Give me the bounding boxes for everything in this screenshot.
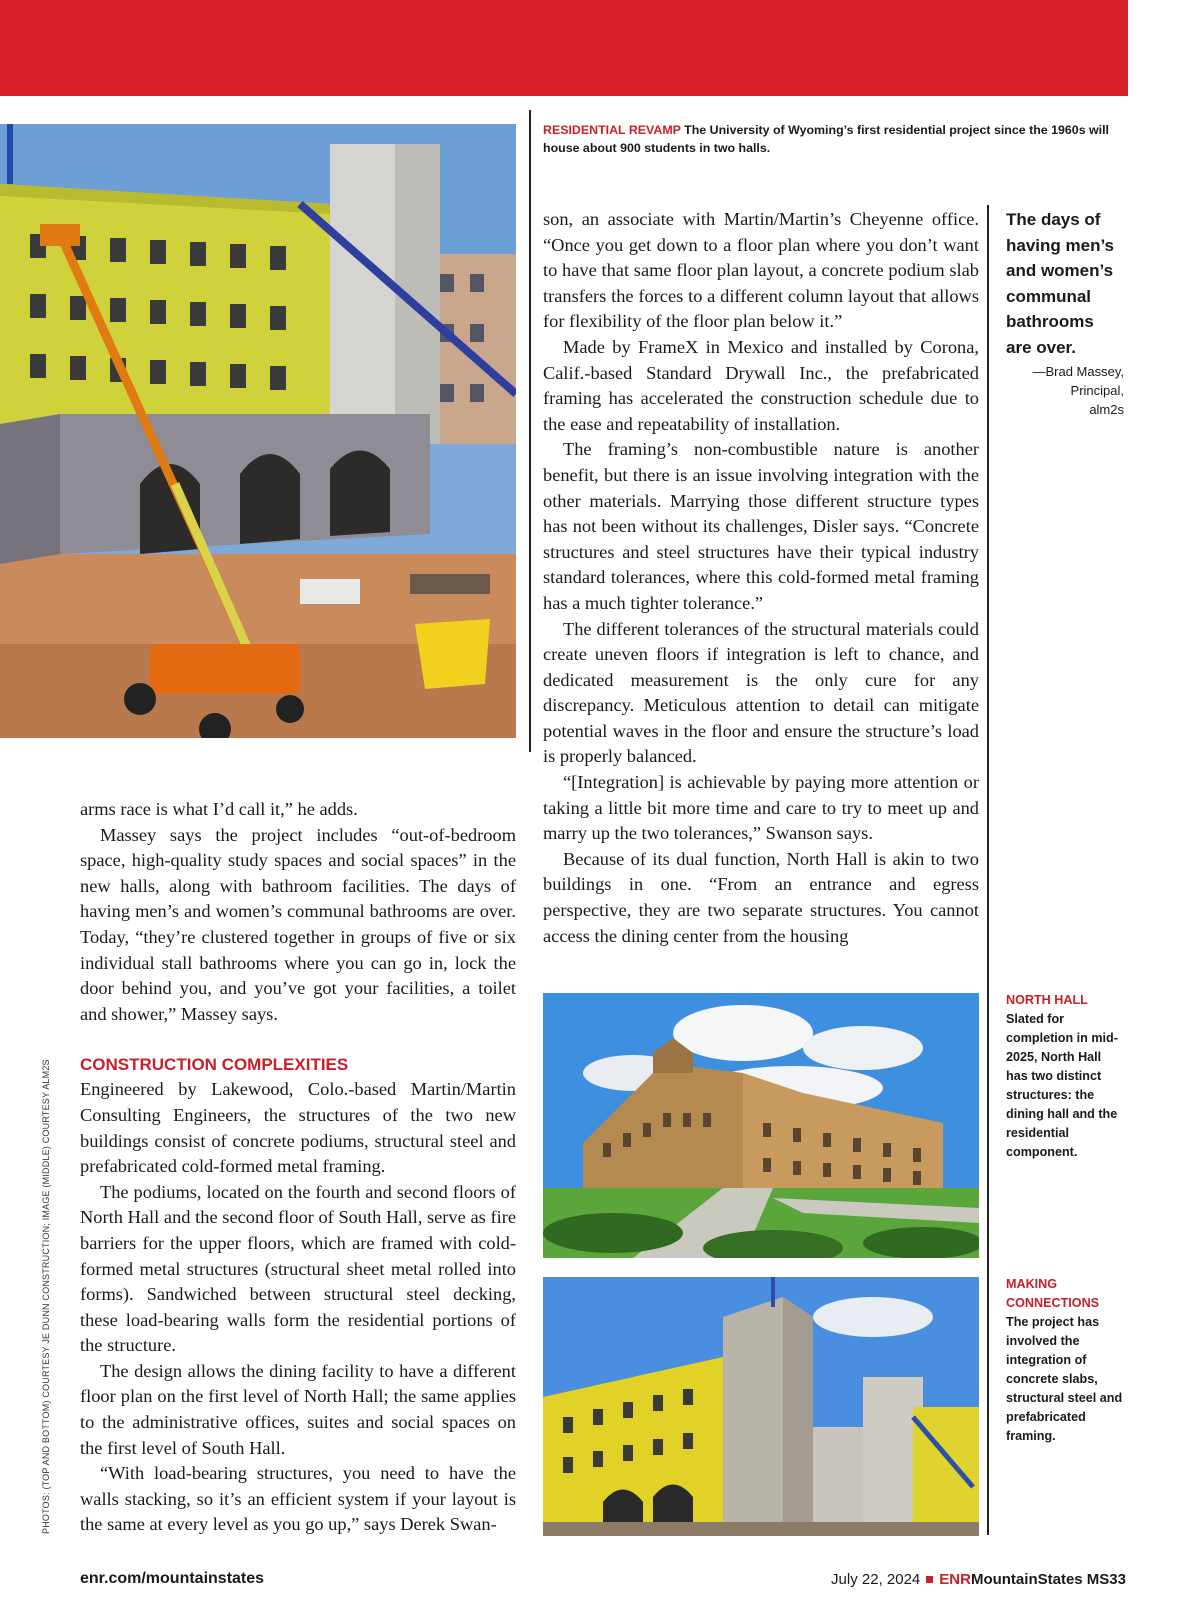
- footer-page-number: MS33: [1082, 1571, 1126, 1588]
- column-divider-right: [987, 205, 989, 1535]
- paragraph: Engineered by Lakewood, Colo.-based Martin/Martin Consulting Engineers, the structures of the two new buildings consist of concrete podiums, structural steel and prefabricated cold-formed metal framing.: [80, 1079, 516, 1177]
- paragraph: son, an associate with Martin/Martin’s Cheyenne office. “Once you get down to a floor plan where you don’t want to have that same floor plan layout, a concrete podium slab transfers the forces to a different column layout that allows for flexibility of the floor plan below it.”: [543, 209, 979, 332]
- top-caption-text: The University of Wyoming’s first residential project since the 1960s will house about 900 students in two halls.: [543, 123, 1109, 155]
- footer-date: July 22, 2024: [831, 1571, 921, 1588]
- paragraph: The podiums, located on the fourth and second floors of North Hall and the second floor of South Hall, serve as fire barriers for the upper floors, which are framed with cold-formed metal structures (structural sheet metal rolled into forms). Sandwiched between structural steel decking, these load-bearing walls form the residential portions of the structure.: [80, 1181, 516, 1356]
- paragraph: The framing’s non-combustible nature is another benefit, but there is an issue involving integration with the other materials. Marrying those different structure types has not been without its challenges, Disler says. “Concrete structures and steel structures have their typical industry standard tolerances, where this cold-formed metal framing has a much tighter tolerance.”: [543, 439, 979, 613]
- photo-credit: PHOTOS: (TOP AND BOTTOM) COURTESY JE DUNN CONSTRUCTION; IMAGE (MIDDLE) COURTESY ALM2S: [41, 1059, 51, 1534]
- footer-url: enr.com/mountainstates: [80, 1570, 265, 1587]
- paragraph: The different tolerances of the structural materials could create uneven floors if integration is left to chance, and dedicated measurement is the only cure for any discrepancy. Meticulous attention to detail can mitigate potential waves in the floor and ensure the structure’s load is properly balanced.: [543, 618, 979, 767]
- pull-quote-attribution-name: —Brad Massey,: [1032, 364, 1124, 379]
- paragraph: Because of its dual function, North Hall is akin to two buildings in one. “From an entrance and egress perspective, they are two separate structures. You cannot access the dining center from the housing: [543, 848, 979, 946]
- top-construction-photo: [0, 124, 516, 738]
- pull-quote: [1006, 207, 1124, 419]
- pull-quote-text: The days of having men’s and women’s communal bathrooms are over.: [1006, 210, 1115, 357]
- pull-quote-attribution-org: alm2s: [1089, 402, 1124, 417]
- north-hall-rendering: [543, 993, 979, 1258]
- pull-quote-attribution-title: Principal,: [1070, 383, 1124, 398]
- header-red-bar: [0, 0, 1128, 96]
- paragraph: Massey says the project includes “out-of-bedroom space, high-quality study spaces and social spaces” in the new halls, along with bathroom facilities. The days of having men’s and women’s communal bathrooms are over. Today, “they’re clustered together in groups of five or six individual stall bathrooms where you can go in, lock the door behind you, and you’ve got your facilities, a toilet and shower,” Massey says.: [80, 824, 516, 1024]
- footer-folio: [831, 1571, 1126, 1588]
- connections-caption: [1006, 1275, 1124, 1446]
- square-bullet-icon: [926, 1576, 933, 1583]
- paragraph: “[Integration] is achievable by paying more attention or taking a little bit more time and care to try to meet up and marry up the two tolerances,” Swanson says.: [543, 772, 979, 844]
- column-divider-top: [529, 110, 531, 752]
- paragraph: The design allows the dining facility to have a different floor plan on the first level of North Hall; the same applies to the administrative offices, suites and social spaces on the first level of South Hall.: [80, 1360, 516, 1458]
- top-caption-label: RESIDENTIAL REVAMP: [543, 123, 681, 137]
- paragraph: arms race is what I’d call it,” he adds.: [80, 799, 358, 819]
- north-hall-caption-label: NORTH HALL: [1006, 993, 1088, 1007]
- footer-brand-enr: ENR: [939, 1571, 971, 1588]
- top-photo-caption: [543, 121, 1125, 157]
- left-article-column: [80, 797, 516, 1538]
- north-hall-caption: [1006, 991, 1124, 1162]
- bottom-construction-photo: [543, 1277, 979, 1536]
- connections-caption-text: The project has involved the integration of concrete slabs, structural steel and prefabricated framing.: [1006, 1315, 1123, 1443]
- paragraph: Made by FrameX in Mexico and installed by Corona, Calif.-based Standard Drywall Inc., the prefabricated framing has accelerated the construction schedule due to the ease and repeatability of installation.: [543, 336, 979, 434]
- middle-article-column: [543, 207, 979, 949]
- footer-brand-region: MountainStates: [970, 1571, 1083, 1588]
- connections-caption-label: MAKING CONNECTIONS: [1006, 1277, 1100, 1310]
- north-hall-caption-text: Slated for completion in mid-2025, North Hall has two distinct structures: the dining hall and the residential component.: [1006, 1012, 1118, 1159]
- section-heading: CONSTRUCTION COMPLEXITIES: [80, 1055, 349, 1075]
- paragraph: “With load-bearing structures, you need to have the walls stacking, so it’s an efficient system if your layout is the same at every level as you go up,” says Derek Swan-: [80, 1463, 516, 1535]
